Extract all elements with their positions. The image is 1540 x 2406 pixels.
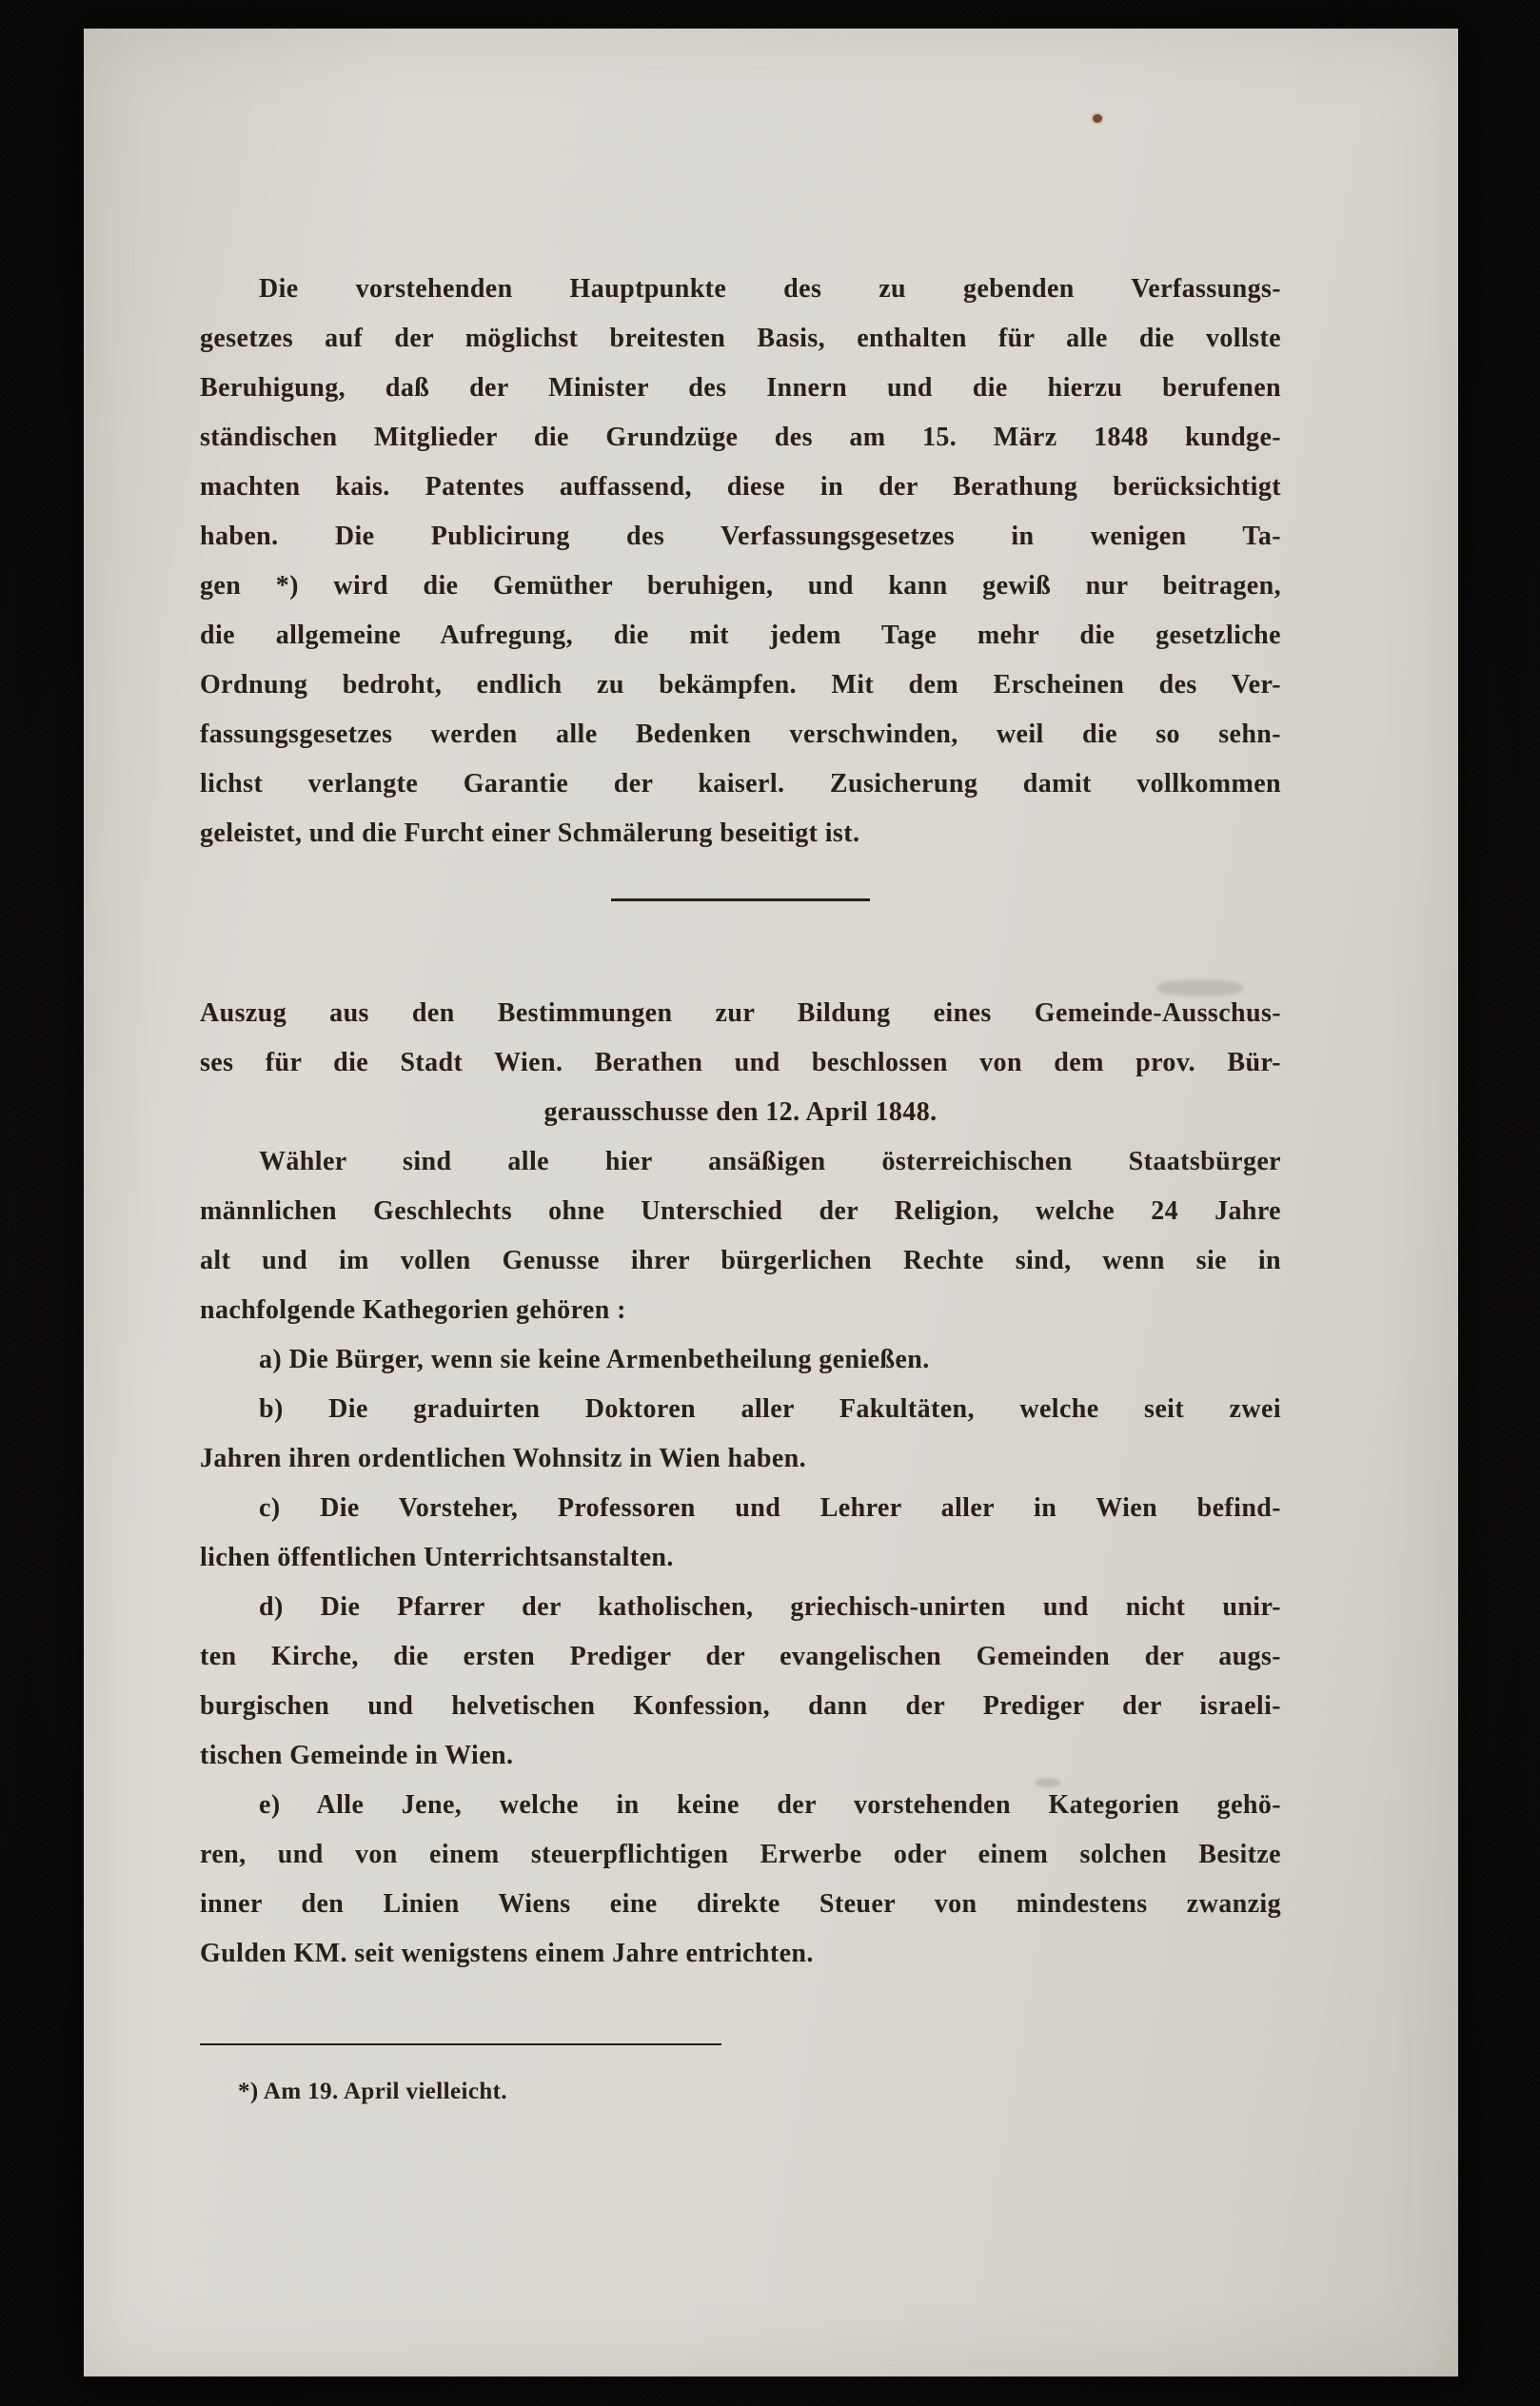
text-line: *) Am 19. April vielleicht.	[238, 2079, 507, 2104]
text-line: geleistet, und die Furcht einer Schmälerung beseitigt ist.	[200, 818, 860, 848]
text-line: e) Alle Jene, welche in keine der vorstehenden Kategorien gehö-	[259, 1790, 1281, 1820]
item-d	[200, 1583, 1281, 1781]
text-line: Jahren ihren ordentlichen Wohnsitz in Wien haben.	[200, 1444, 807, 1473]
text-line: Auszug aus den Bestimmungen zur Bildung eines Gemeinde-Ausschus-	[200, 998, 1281, 1028]
ink-stain	[1093, 114, 1102, 123]
voters-paragraph	[200, 1137, 1281, 1335]
text-line: inner den Linien Wiens eine direkte Steuer von mindestens zwanzig	[200, 1889, 1281, 1919]
text-line: die allgemeine Aufregung, die mit jedem Tage mehr die gesetzliche	[200, 621, 1281, 650]
text-line: ständischen Mitglieder die Grundzüge des am 15. März 1848 kundge-	[200, 423, 1281, 452]
text-column	[200, 265, 1281, 2114]
item-a	[200, 1335, 1281, 1385]
text-line: ses für die Stadt Wien. Berathen und beschlossen von dem prov. Bür-	[200, 1048, 1281, 1077]
text-line: nachfolgende Kathegorien gehören :	[200, 1295, 626, 1325]
text-line: lichen öffentlichen Unterrichtsanstalten.	[200, 1543, 674, 1572]
section-divider	[611, 898, 870, 901]
intro-paragraph	[200, 265, 1281, 858]
text-line: lichst verlangte Garantie der kaiserl. Zusicherung damit vollkommen	[200, 769, 1281, 799]
text-line: tischen Gemeinde in Wien.	[200, 1741, 514, 1770]
item-b	[200, 1385, 1281, 1484]
text-line: Wähler sind alle hier ansäßigen österreichischen Staatsbürger	[259, 1147, 1281, 1176]
text-line: Ordnung bedroht, endlich zu bekämpfen. Mit dem Erscheinen des Ver-	[200, 670, 1281, 700]
text-line: Gulden KM. seit wenigstens einem Jahre entrichten.	[200, 1939, 814, 1968]
text-line: gerausschusse den 12. April 1848.	[543, 1097, 938, 1127]
item-e	[200, 1781, 1281, 1979]
text-line: alt und im vollen Genusse ihrer bürgerlichen Rechte sind, wenn sie in	[200, 1246, 1281, 1275]
text-line: ten Kirche, die ersten Prediger der evangelischen Gemeinden der augs-	[200, 1642, 1281, 1671]
item-c	[200, 1484, 1281, 1583]
text-line: burgischen und helvetischen Konfession, dann der Prediger der israeli-	[200, 1691, 1281, 1721]
text-line: a) Die Bürger, wenn sie keine Armenbetheilung genießen.	[259, 1345, 930, 1374]
paper-page	[84, 29, 1458, 2376]
text-line: haben. Die Publicirung des Verfassungsgesetzes in wenigen Ta-	[200, 522, 1281, 551]
text-line: c) Die Vorsteher, Professoren und Lehrer aller in Wien befind-	[259, 1493, 1281, 1523]
text-line: ren, und von einem steuerpflichtigen Erwerbe oder einem solchen Besitze	[200, 1840, 1281, 1869]
text-line: b) Die graduirten Doktoren aller Fakultäten, welche seit zwei	[259, 1394, 1281, 1424]
footnote-separator	[200, 2043, 721, 2045]
extract-heading	[200, 989, 1281, 1137]
text-line: Beruhigung, daß der Minister des Innern und die hierzu berufenen	[200, 373, 1281, 403]
text-line: d) Die Pfarrer der katholischen, griechisch-unirten und nicht unir-	[259, 1592, 1281, 1622]
text-line: gesetzes auf der möglichst breitesten Basis, enthalten für alle die vollste	[200, 324, 1281, 353]
text-line: männlichen Geschlechts ohne Unterschied der Religion, welche 24 Jahre	[200, 1196, 1281, 1226]
text-line: Die vorstehenden Hauptpunkte des zu gebenden Verfassungs-	[259, 274, 1281, 304]
footnote	[200, 2070, 1281, 2114]
text-line: gen *) wird die Gemüther beruhigen, und kann gewiß nur beitragen,	[200, 571, 1281, 601]
text-line: machten kais. Patentes auffassend, diese in der Berathung berücksichtigt	[200, 472, 1281, 502]
text-line: fassungsgesetzes werden alle Bedenken verschwinden, weil die so sehn-	[200, 720, 1281, 749]
